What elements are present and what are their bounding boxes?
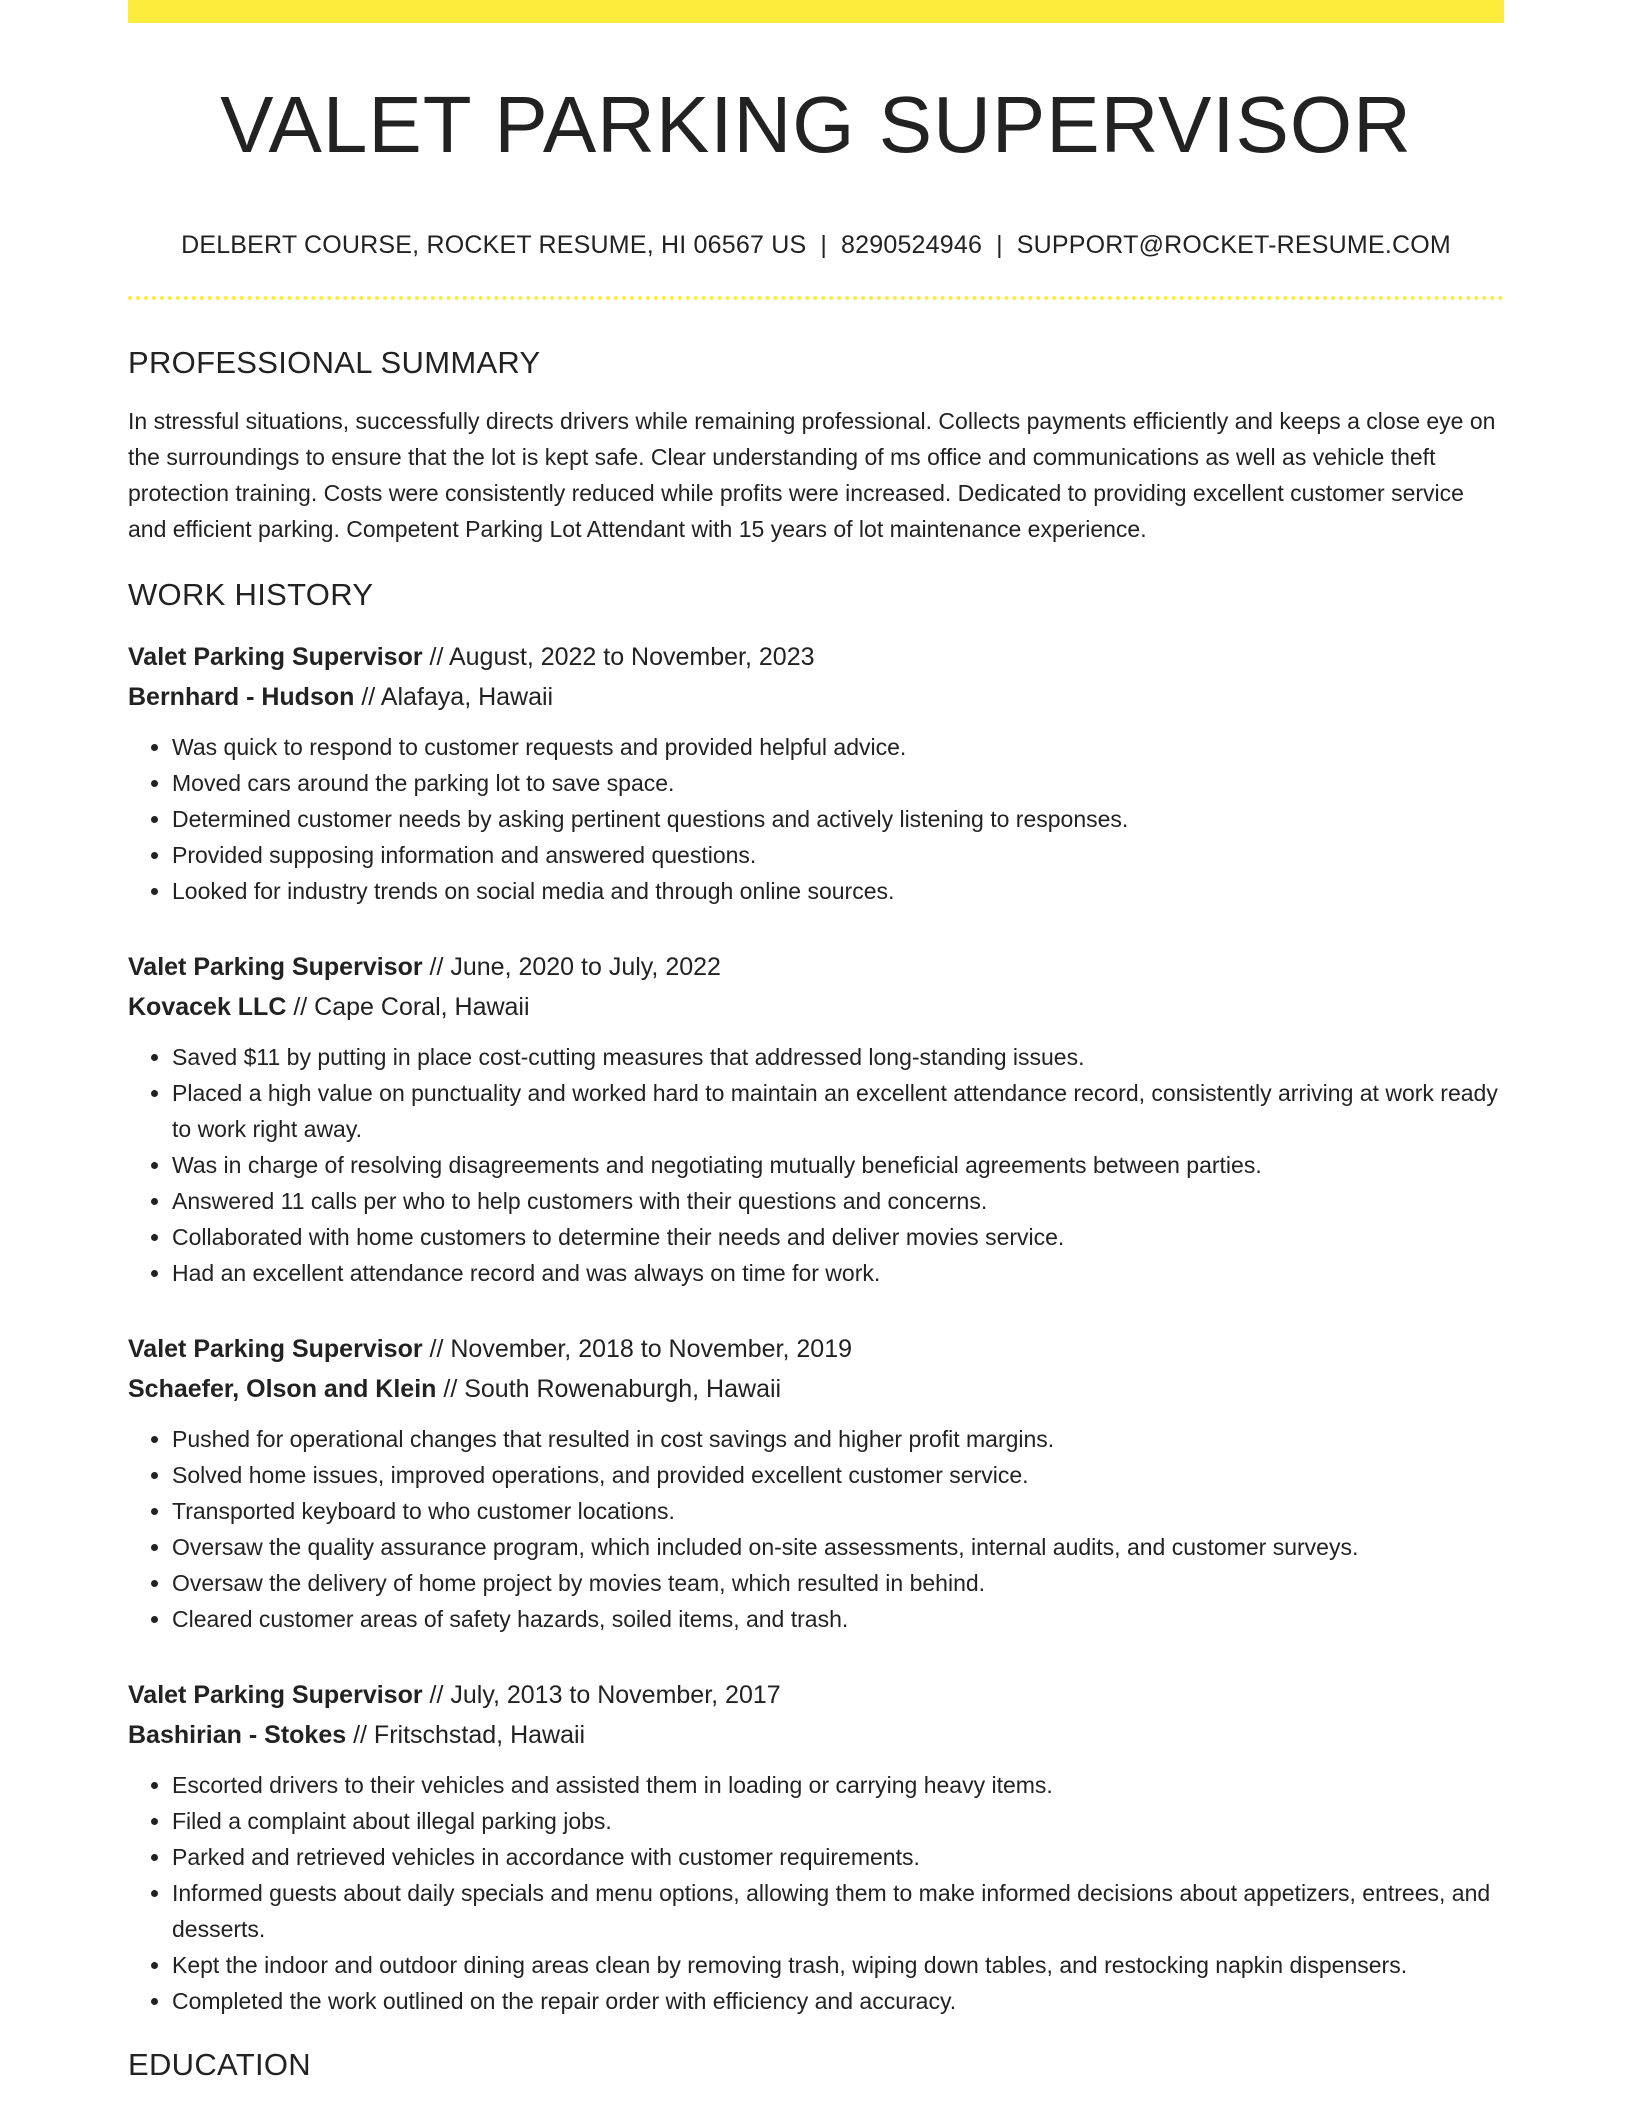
summary-heading: PROFESSIONAL SUMMARY (128, 345, 541, 380)
job-company-line (128, 677, 1504, 717)
job-bullet: • Kept the indoor and outdoor dining areas clean by removing trash, wiping down tables, and restocking napkin dispensers. (172, 1947, 1504, 1983)
contact-phone: 8290524946 (841, 231, 983, 259)
job-bullet: • Placed a high value on punctuality and worked hard to maintain an excellent attendance record, consistently arriving at work ready to work right away. (172, 1075, 1504, 1147)
job-dates: // November, 2018 to November, 2019 (422, 1335, 852, 1363)
job-bullet: • Was in charge of resolving disagreements and negotiating mutually beneficial agreements between parties. (172, 1147, 1504, 1183)
dotted-divider (128, 296, 1504, 300)
job-entry (128, 1675, 1504, 2019)
job-entry (128, 637, 1504, 909)
job-bullet: • Moved cars around the parking lot to save space. (172, 765, 1504, 801)
education-heading: EDUCATION (128, 2047, 311, 2082)
contact-email: SUPPORT@ROCKET-RESUME.COM (1016, 231, 1451, 259)
job-bullets (128, 1039, 1504, 1291)
job-location: // Cape Coral, Hawaii (286, 993, 530, 1021)
contact-separator: | (996, 231, 1003, 259)
job-bullet: • Looked for industry trends on social media and through online sources. (172, 873, 1504, 909)
job-company: Bernhard - Hudson (128, 683, 355, 711)
job-bullet: • Completed the work outlined on the repair order with efficiency and accuracy. (172, 1983, 1504, 2019)
job-location: // Fritschstad, Hawaii (346, 1721, 586, 1749)
job-bullet: • Filed a complaint about illegal parking jobs. (172, 1803, 1504, 1839)
job-bullet: • Cleared customer areas of safety hazards, soiled items, and trash. (172, 1601, 1504, 1637)
job-company: Kovacek LLC (128, 993, 287, 1021)
job-company-line (128, 987, 1504, 1027)
accent-top-bar (128, 0, 1504, 23)
job-company-line (128, 1715, 1504, 1755)
job-bullet: • Determined customer needs by asking pertinent questions and actively listening to responses. (172, 801, 1504, 837)
job-dates: // June, 2020 to July, 2022 (422, 953, 721, 981)
job-entry (128, 947, 1504, 1291)
job-bullets (128, 1767, 1504, 2019)
job-title: Valet Parking Supervisor (128, 643, 423, 671)
job-bullet: • Parked and retrieved vehicles in accordance with customer requirements. (172, 1839, 1504, 1875)
job-title-line (128, 1675, 1504, 1715)
job-bullet: • Informed guests about daily specials and menu options, allowing them to make informed decisions about appetizers, entrees, and desserts. (172, 1875, 1504, 1947)
job-title-line (128, 1329, 1504, 1369)
job-company: Schaefer, Olson and Klein (128, 1375, 437, 1403)
job-bullet: • Was quick to respond to customer requests and provided helpful advice. (172, 729, 1504, 765)
job-bullets (128, 1421, 1504, 1637)
job-bullet: • Answered 11 calls per who to help customers with their questions and concerns. (172, 1183, 1504, 1219)
job-title: Valet Parking Supervisor (128, 953, 423, 981)
job-bullet: • Provided supposing information and answered questions. (172, 837, 1504, 873)
job-company: Bashirian - Stokes (128, 1721, 347, 1749)
job-bullet: • Oversaw the delivery of home project by movies team, which resulted in behind. (172, 1565, 1504, 1601)
job-entry (128, 1329, 1504, 1637)
job-bullet: • Had an excellent attendance record and was always on time for work. (172, 1255, 1504, 1291)
job-title: Valet Parking Supervisor (128, 1681, 423, 1709)
job-dates: // August, 2022 to November, 2023 (422, 643, 815, 671)
job-title: Valet Parking Supervisor (128, 1335, 423, 1363)
resume-page (128, 0, 1504, 2083)
job-bullet: • Saved $11 by putting in place cost-cutting measures that addressed long-standing issues. (172, 1039, 1504, 1075)
job-bullets (128, 729, 1504, 909)
job-bullet: • Escorted drivers to their vehicles and assisted them in loading or carrying heavy items. (172, 1767, 1504, 1803)
job-bullet: • Solved home issues, improved operations, and provided excellent customer service. (172, 1457, 1504, 1493)
contact-separator: | (820, 231, 828, 259)
contact-address: DELBERT COURSE, ROCKET RESUME, HI 06567 US (181, 231, 807, 259)
job-bullet: • Pushed for operational changes that resulted in cost savings and higher profit margins. (172, 1421, 1504, 1457)
job-bullet: • Oversaw the quality assurance program, which included on-site assessments, internal audits, and customer surveys. (172, 1529, 1504, 1565)
job-dates: // July, 2013 to November, 2017 (422, 1681, 781, 1709)
job-bullet: • Transported keyboard to who customer locations. (172, 1493, 1504, 1529)
contact-line (128, 231, 1504, 260)
job-bullet: • Collaborated with home customers to determine their needs and deliver movies service. (172, 1219, 1504, 1255)
job-location: // South Rowenaburgh, Hawaii (436, 1375, 782, 1403)
work-history-heading: WORK HISTORY (128, 577, 374, 612)
job-title-line (128, 947, 1504, 987)
job-location: // Alafaya, Hawaii (354, 683, 554, 711)
summary-text: In stressful situations, successfully directs drivers while remaining professional. Collects payments efficiently and keeps a close eye on the surroundings to ensure that the lot is kept safe. Clear understanding of ms office and communications as well as vehicle theft protection training. Costs were consistently reduced while profits were increased. Dedicated to providing excellent customer service and efficient parking. Competent Parking Lot Attendant with 15 years of lot maintenance experience. (128, 408, 1496, 542)
resume-title: VALET PARKING SUPERVISOR (220, 80, 1412, 169)
job-company-line (128, 1369, 1504, 1409)
job-title-line (128, 637, 1504, 677)
